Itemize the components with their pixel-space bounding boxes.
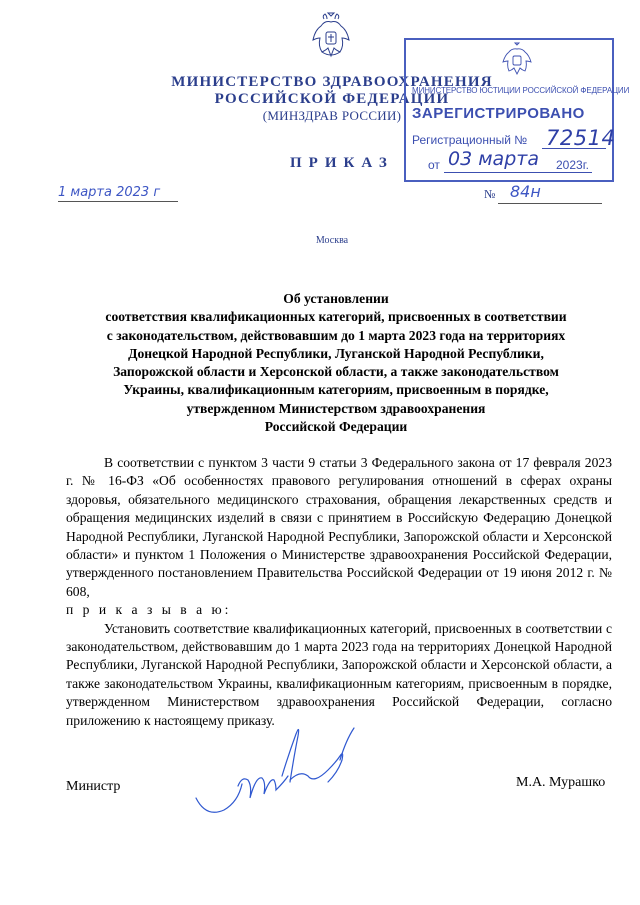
title-line: утвержденном Министерством здравоохранения	[186, 400, 486, 416]
order-title	[66, 290, 606, 436]
stamp-organization: МИНИСТЕРСТВО ЮСТИЦИИ РОССИЙСКОЙ ФЕДЕРАЦИИ	[412, 86, 630, 95]
order-number-label: №	[484, 187, 496, 201]
ministry-name-line1: МИНИСТЕРСТВО ЗДРАВООХРАНЕНИЯ	[171, 74, 493, 90]
registration-stamp	[404, 38, 630, 182]
order-number: 84н	[510, 182, 541, 201]
order-number-underline	[498, 203, 602, 204]
body-paragraph-order: Установить соответствие квалификационных категорий, присвоенных в соответствии с законодательством, действовавшим до 1 марта 2023 года на территориях Донецкой Народной Республики, Луганской Народной Республики, Запорожской области и Херсонской области, а также законодательством Украины, квалификационным категориям, присвоенным в порядке, утвержденном Министерством здравоохранения Российской Федерации, согласно приложению к настоящему приказу.	[66, 620, 612, 728]
stamp-number-underline	[542, 148, 606, 149]
document-type-heading: ПРИКАЗ	[290, 155, 394, 171]
stamp-status: ЗАРЕГИСТРИРОВАНО	[412, 105, 585, 122]
stamp-date-prefix: от	[428, 158, 440, 172]
title-line: с законодательством, действовавшим до 1 марта 2023 года на территориях	[106, 327, 566, 343]
stamp-emblem-icon	[502, 42, 532, 80]
title-line: Запорожской области и Херсонской области, а также законодательством	[113, 364, 559, 380]
stamp-date-year: 2023г.	[556, 158, 589, 172]
stamp-number-label: Регистрационный №	[412, 133, 528, 147]
order-body	[66, 454, 612, 730]
title-line: Об установлении	[283, 291, 389, 306]
stamp-date-value: 03 марта	[448, 148, 539, 170]
title-line: Донецкой Народной Республики, Луганской Народной Республики,	[128, 345, 544, 361]
title-line: Российской Федерации	[264, 419, 408, 435]
prikazyvayu-label: п р и к а з ы в а ю:	[66, 602, 232, 618]
signatory-position: Министр	[66, 779, 121, 794]
signature-image	[190, 720, 390, 820]
state-emblem-icon	[310, 12, 352, 62]
ministry-name-line2: РОССИЙСКОЙ ФЕДЕРАЦИИ	[214, 91, 450, 107]
signatory-name: М.А. Мурашко	[516, 775, 606, 790]
ministry-short-name: (МИНЗДРАВ РОССИИ)	[262, 108, 402, 123]
city: Москва	[315, 235, 349, 246]
stamp-number-value: 72514	[546, 126, 616, 150]
stamp-date-underline	[444, 172, 592, 173]
title-line: соответствия квалификационных категорий, присвоенных в соответствии	[105, 309, 567, 325]
body-paragraph-preamble: В соответствии с пунктом 3 части 9 статьи 3 Федерального закона от 17 февраля 2023 г. № 16-ФЗ «Об особенностях правового регулирования отношений в сферах охраны здоровья, обязательного медицинского страхования, обращения лекарственных средств и обращения медицинских изделий в связи с принятием в Российскую Федерацию Донецкой Народной Республики, Луганской Народной Республики, Запорожской области и Херсонской области» и пунктом 1 Положения о Министерстве здравоохранения Российской Федерации, утвержденного постановлением Правительства Российской Федерации от 19 июня 2012 г. № 608,	[66, 455, 612, 599]
order-date: 1 марта 2023 г	[58, 185, 178, 202]
title-line: Украины, квалификационным категориям, присвоенным в порядке,	[123, 382, 549, 398]
